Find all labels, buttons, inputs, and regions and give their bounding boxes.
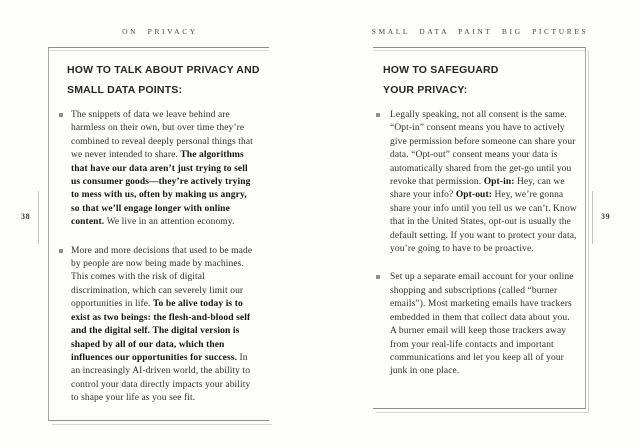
running-head-right: SMALL DATA PAINT BIG PICTURES: [371, 27, 589, 36]
content-box-right: [373, 47, 586, 409]
bullet-list-right: [375, 109, 578, 379]
running-head-left: ON PRIVACY: [122, 27, 198, 36]
section-title-left: HOW TO TALK ABOUT PRIVACY AND SMALL DATA POINTS:: [67, 64, 260, 96]
bullet-square-icon: [59, 249, 63, 253]
bullet-list-left: [58, 109, 257, 406]
list-item: [58, 245, 257, 406]
list-item: [375, 109, 578, 256]
list-item: [58, 109, 257, 230]
box-shadow-line: [588, 50, 589, 413]
bullet-text: Legally speaking, not all consent is the same. “Opt-in” consent means you have to actively give permission before someone can share your data. “Opt-out” consent means your data is automatically shared from the get-go until you revoke that permission. Opt-in: Hey, can we share your info? Opt-out: Hey, we’re gonna share your info until you tell us we can’t. Know that in the United States, opt-out is usually the default setting. If you want to protect your data, you’re going to have to be proactive.: [390, 110, 577, 255]
bullet-text: Set up a separate email account for your online shopping and subscriptions (called “burner emails”). Most marketing emails have trackers embedded in them that collect data about you. A burner email will keep those trackers away from your real-life contacts and important communications and let you keep all of your junk in one place.: [390, 272, 574, 377]
folio-rule-left: [38, 191, 39, 244]
list-item: [375, 271, 578, 378]
bullet-square-icon: [376, 275, 380, 279]
page-number-left: 38: [21, 212, 31, 221]
bullet-text: The snippets of data we leave behind are harmless on their own, but over time they’re combined to reveal deeply personal things that we never intended to share. The algorithms that have our data aren’t just trying to sell us consumer goods—they’re actively trying to mess with us, often by making us angry, so that we’ll engage longer with online content. We live in an attention economy.: [71, 110, 253, 228]
section-title-right: HOW TO SAFEGUARD YOUR PRIVACY:: [383, 64, 499, 96]
content-box-left: [48, 47, 269, 421]
right-page: [320, 0, 640, 448]
bullet-square-icon: [59, 113, 63, 117]
page-number-right: 39: [601, 212, 611, 221]
folio-rule-right: [592, 191, 593, 244]
bullet-text: More and more decisions that used to be made by people are now being made by machines. This comes with the risk of digital discrimination, which can severely limit our opportunities in life. To be alive today is to exist as two beings: the flesh-and-blood self and the digital self. The digital version is shaped by all of our data, which then influences our opportunities for success. In an increasingly AI-driven world, the ability to control your data directly impacts your ability to shape your life as you see fit.: [71, 245, 253, 404]
bullet-square-icon: [376, 113, 380, 117]
